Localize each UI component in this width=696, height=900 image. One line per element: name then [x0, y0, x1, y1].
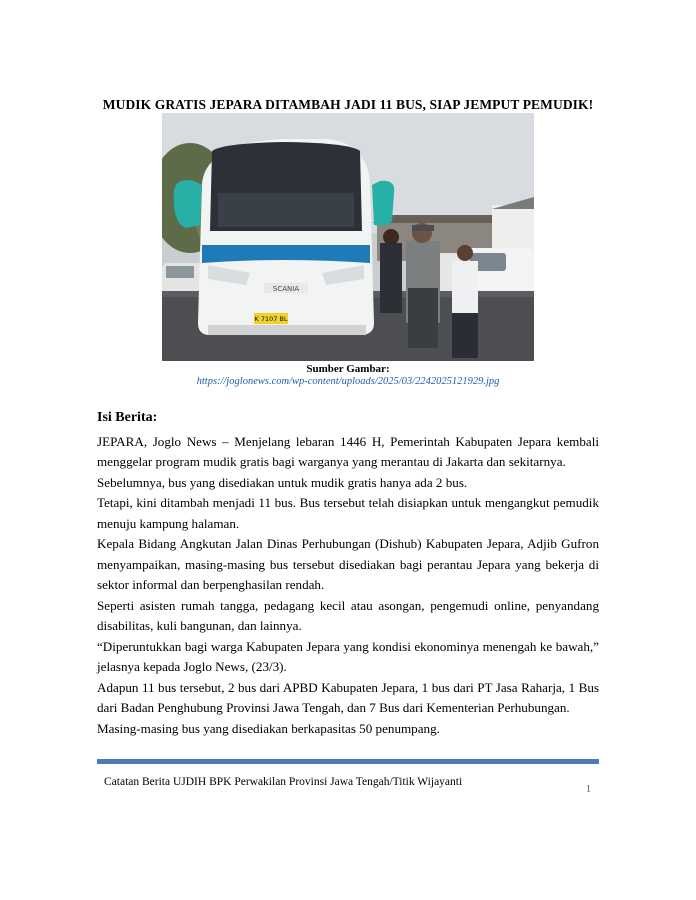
paragraph: “Diperuntukkan bagi warga Kabupaten Jepara yang kondisi ekonominya menengah ke bawah,” jelasnya kepada Joglo News, (23/3). — [97, 638, 599, 674]
image-source-link[interactable]: https://joglonews.com/wp-content/uploads/2025/03/2242025121929.jpg — [196, 376, 500, 387]
paragraph: Masing-masing bus yang disediakan berkapasitas 50 penumpang. — [97, 720, 440, 736]
news-photo-bus — [162, 113, 534, 361]
footer-divider — [97, 759, 599, 764]
section-heading: Isi Berita: — [97, 410, 158, 425]
paragraph: Adapun 11 bus tersebut, 2 bus dari APBD Kabupaten Jepara, 1 bus dari PT Jasa Raharja, 1 Bus dari Badan Penghubung Provinsi Jawa Tengah, dan 7 Bus dari Kementerian Perhubungan. — [97, 679, 599, 715]
paragraph: Tetapi, kini ditambah menjadi 11 bus. Bus tersebut telah disiapkan untuk mengangkut pemudik menuju kampung halaman. — [97, 495, 599, 531]
paragraph: Seperti asisten rumah tangga, pedagang kecil atau asongan, pengemudi online, penyandang disabilitas, kuli bangunan, dan lainnya. — [97, 597, 599, 633]
article-title: MUDIK GRATIS JEPARA DITAMBAH JADI 11 BUS, SIAP JEMPUT PEMUDIK! — [102, 97, 594, 112]
image-caption-label: Sumber Gambar: — [306, 363, 390, 375]
footer-text: Catatan Berita UJDIH BPK Perwakilan Provinsi Jawa Tengah/Titik Wijayanti — [104, 776, 463, 788]
bus-plate-text: K 7107 BL — [254, 315, 288, 323]
page-number: 1 — [586, 784, 591, 795]
paragraph: JEPARA, Joglo News – Menjelang lebaran 1446 H, Pemerintah Kabupaten Jepara kembali menggelar program mudik gratis bagi warganya yang merantau di Jakarta dan sekitarnya. — [97, 433, 599, 469]
bus-brand-text: SCANIA — [272, 285, 300, 293]
paragraph: Kepala Bidang Angkutan Jalan Dinas Perhubungan (Dishub) Kabupaten Jepara, Adjib Gufron menyampaikan, masing-masing bus tersebut disediakan bagi perantau Jepara yang bekerja di sektor informal dan berpenghasilan rendah. — [97, 536, 599, 592]
article-body — [97, 408, 599, 739]
paragraph: Sebelumnya, bus yang disediakan untuk mudik gratis hanya ada 2 bus. — [97, 474, 468, 490]
